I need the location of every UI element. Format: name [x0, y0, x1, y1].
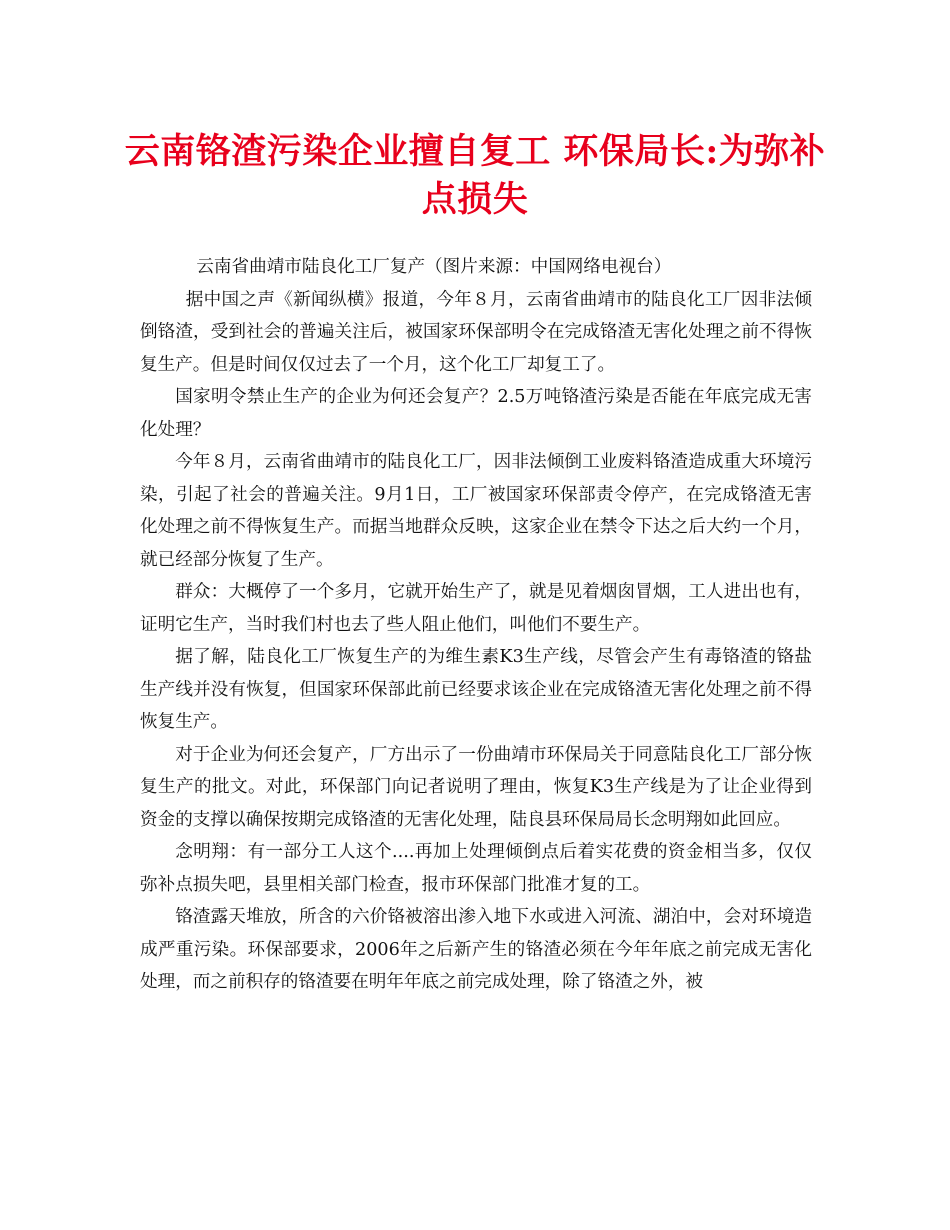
paragraph-8: 铬渣露天堆放，所含的六价铬被溶出渗入地下水或进入河流、湖泊中，会对环境造成严重污染。环保部要求，2006年之后新产生的铬渣必须在今年年底之前完成无害化处理，而之前积存的铬渣要在明年年底之前完成处理，除了铬渣之外，被 [140, 907, 812, 992]
article-title: 云南铬渣污染企业擅自复工 环保局长:为弥补点损失 [124, 131, 826, 220]
paragraph-1: 据中国之声《新闻纵横》报道，今年８月，云南省曲靖市的陆良化工厂因非法倾倒铬渣，受到社会的普遍关注后，被国家环保部明令在完成铬渣无害化处理之前不得恢复生产。但是时间仅仅过去了一个月，这个化工厂却复工了。 [140, 289, 812, 375]
paragraph-2: 国家明令禁止生产的企业为何还会复产？2.5万吨铬渣污染是否能在年底完成无害化处理？ [140, 387, 812, 440]
image-caption: 云南省曲靖市陆良化工厂复产（图片来源：中国网络电视台） [196, 257, 672, 277]
paragraph-6: 对于企业为何还会复产，厂方出示了一份曲靖市环保局关于同意陆良化工厂部分恢复生产的批文。对此，环保部门向记者说明了理由，恢复K3生产线是为了让企业得到资金的支撑以确保按期完成铬渣的无害化处理，陆良县环保局局长念明翔如此回应。 [140, 744, 812, 830]
article-body [140, 251, 812, 999]
paragraph-4: 群众：大概停了一个多月，它就开始生产了，就是见着烟囱冒烟，工人进出也有，证明它生产，当时我们村也去了些人阻止他们，叫他们不要生产。 [140, 582, 812, 635]
paragraph-3: 今年８月，云南省曲靖市的陆良化工厂，因非法倾倒工业废料铬渣造成重大环境污染，引起了社会的普遍关注。9月1日，工厂被国家环保部责令停产，在完成铬渣无害化处理之前不得恢复生产。而据当地群众反映，这家企业在禁令下达之后大约一个月，就已经部分恢复了生产。 [140, 452, 812, 570]
paragraph-7: 念明翔：有一部分工人这个....再加上处理倾倒点后着实花费的资金相当多，仅仅弥补点损失吧，县里相关部门检查，报市环保部门批准才复的工。 [140, 842, 812, 895]
paragraph-5: 据了解，陆良化工厂恢复生产的为维生素K3生产线，尽管会产生有毒铬渣的铬盐生产线并没有恢复，但国家环保部此前已经要求该企业在完成铬渣无害化处理之前不得恢复生产。 [140, 647, 812, 732]
